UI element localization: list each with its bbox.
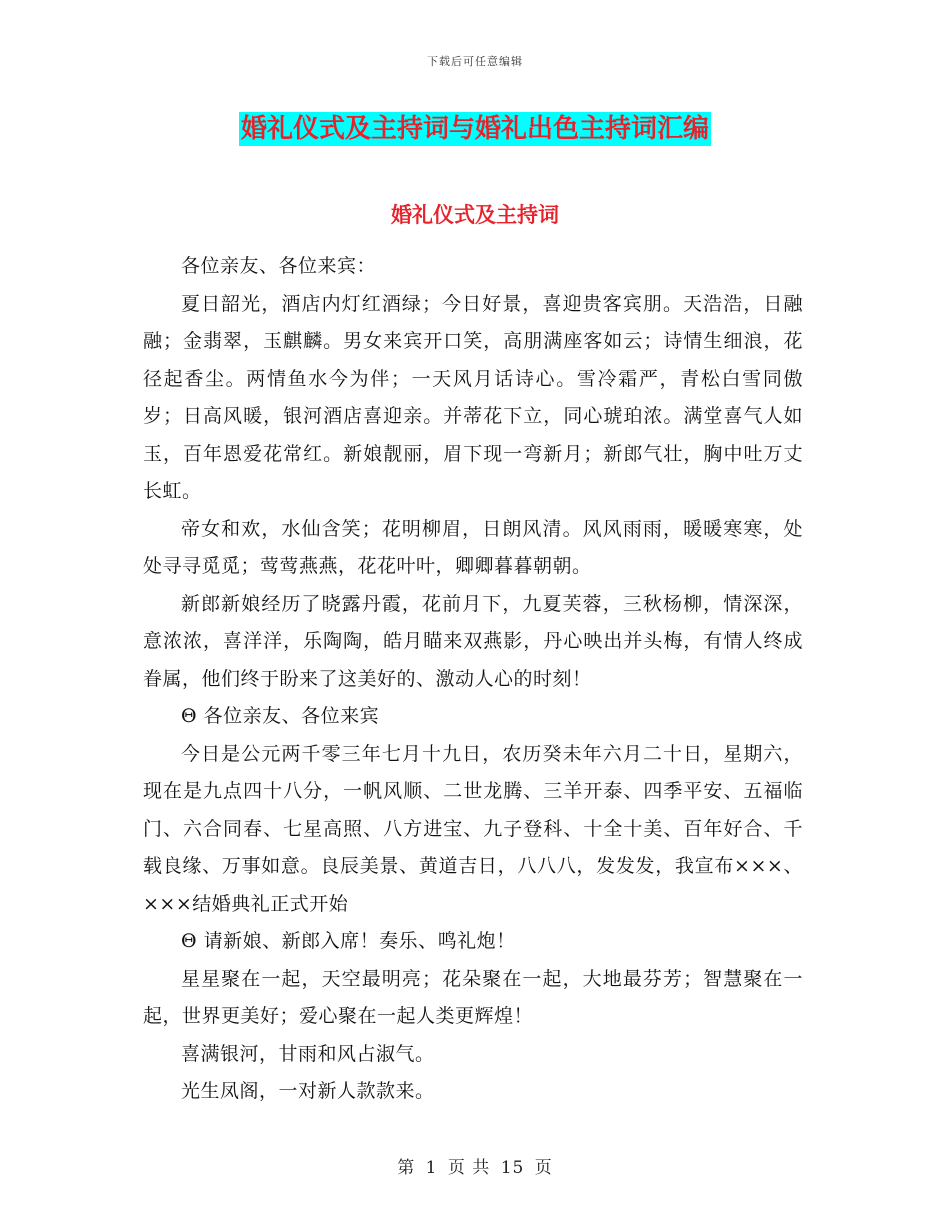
footer-middle: 页 共: [447, 1158, 491, 1178]
main-title-container: [0, 112, 950, 146]
paragraph: 光生凤阁，一对新人款款来。: [181, 1080, 435, 1102]
document-body: [143, 248, 803, 1111]
paragraph: 喜满银河，甘雨和风占淑气。: [181, 1042, 435, 1065]
paragraph: 今日是公元两千零三年七月十九日，农历癸未年六月二十日，星期六，现在是九点四十八分，一帆风顺、二世龙腾、三羊开泰、四季平安、五福临门、六合同春、七星高照、八方进宝、九子登科、十全十美、百年好合、千载良缘、万事如意。良辰美景、黄道吉日，八八八，发发发，我宣布×××、×××结婚典礼正式开始: [143, 742, 803, 915]
paragraph-bullet: Θ 各位亲友、各位来宾: [181, 705, 380, 727]
paragraph: 星星聚在一起，天空最明亮；花朵聚在一起，大地最芬芳；智慧聚在一起，世界更美好；爱心聚在一起人类更辉煌！: [143, 967, 803, 1027]
paragraph: 帝女和欢，水仙含笑；花明柳眉，日朗风清。风风雨雨，暖暖寒寒，处处寻寻觅觅；莺莺燕燕，花花叶叶，卿卿暮暮朝朝。: [143, 517, 803, 577]
footer-suffix: 页: [534, 1158, 553, 1178]
footer-page-number: 1: [425, 1158, 438, 1178]
main-title: 婚礼仪式及主持词与婚礼出色主持词汇编: [240, 114, 709, 144]
paragraph: 新郎新娘经历了晓露丹霞，花前月下，九夏芙蓉，三秋杨柳，情深深，意浓浓，喜洋洋，乐陶陶，皓月瞄来双燕影，丹心映出并头梅，有情人终成眷属，他们终于盼来了这美好的、激动人心的时刻！: [143, 592, 803, 690]
paragraph-salutation: 各位亲友、各位来宾：: [181, 255, 377, 277]
footer-prefix: 第: [397, 1158, 416, 1178]
page-footer: [0, 1153, 950, 1178]
section-title: 婚礼仪式及主持词: [391, 203, 559, 227]
header-note: 下载后可任意编辑: [427, 55, 523, 68]
paragraph: 夏日韶光，酒店内灯红酒绿；今日好景，喜迎贵客宾朋。天浩浩，日融融；金翡翠，玉麒麟。男女来宾开口笑，高朋满座客如云；诗情生细浪，花径起香尘。两情鱼水今为伴；一天风月话诗心。雪冷霜严，青松白雪同傲岁；日高风暖，银河酒店喜迎亲。并蒂花下立，同心琥珀浓。满堂喜气人如玉，百年恩爱花常红。新娘靓丽，眉下现一弯新月；新郎气壮，胸中吐万丈长虹。: [143, 292, 803, 502]
footer-total-pages: 15: [500, 1158, 525, 1178]
paragraph-bullet: Θ 请新娘、新郎入席！奏乐、鸣礼炮！: [181, 930, 516, 952]
